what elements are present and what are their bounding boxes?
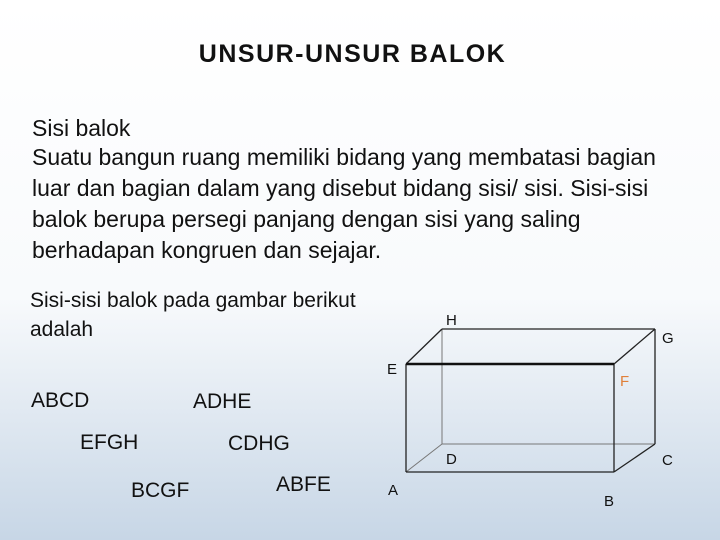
vertex-label-b: B (604, 493, 615, 510)
face-abfe: ABFE (276, 473, 331, 496)
edge-bc (614, 444, 655, 472)
edge-fg (614, 329, 655, 364)
edge-ad (406, 444, 442, 472)
face-cdhg: CDHG (228, 432, 290, 455)
face-bcgf: BCGF (131, 479, 190, 502)
vertex-label-d: D (446, 451, 457, 468)
vertex-label-h: H (446, 312, 457, 329)
question-text: Sisi-sisi balok pada gambar berikut adalah (30, 289, 356, 341)
face-efgh: EFGH (80, 431, 139, 454)
vertex-label-f: F (620, 373, 630, 390)
vertex-label-g: G (662, 330, 674, 347)
section-heading: Sisi balok (32, 115, 131, 141)
definition-paragraph: Suatu bangun ruang memiliki bidang yang membatasi bagian luar dan bagian dalam yang disebut bidang sisi/ sisi. Sisi-sisi balok berupa persegi panjang dengan sisi yang saling berhadapan kongruen dan sejajar. (32, 144, 656, 263)
slide-title: UNSUR-UNSUR BALOK (198, 40, 507, 68)
face-abcd: ABCD (31, 389, 90, 412)
vertex-label-c: C (662, 452, 673, 469)
vertex-label-e: E (387, 361, 398, 378)
vertex-label-a: A (388, 482, 399, 499)
face-adhe: ADHE (193, 390, 252, 413)
